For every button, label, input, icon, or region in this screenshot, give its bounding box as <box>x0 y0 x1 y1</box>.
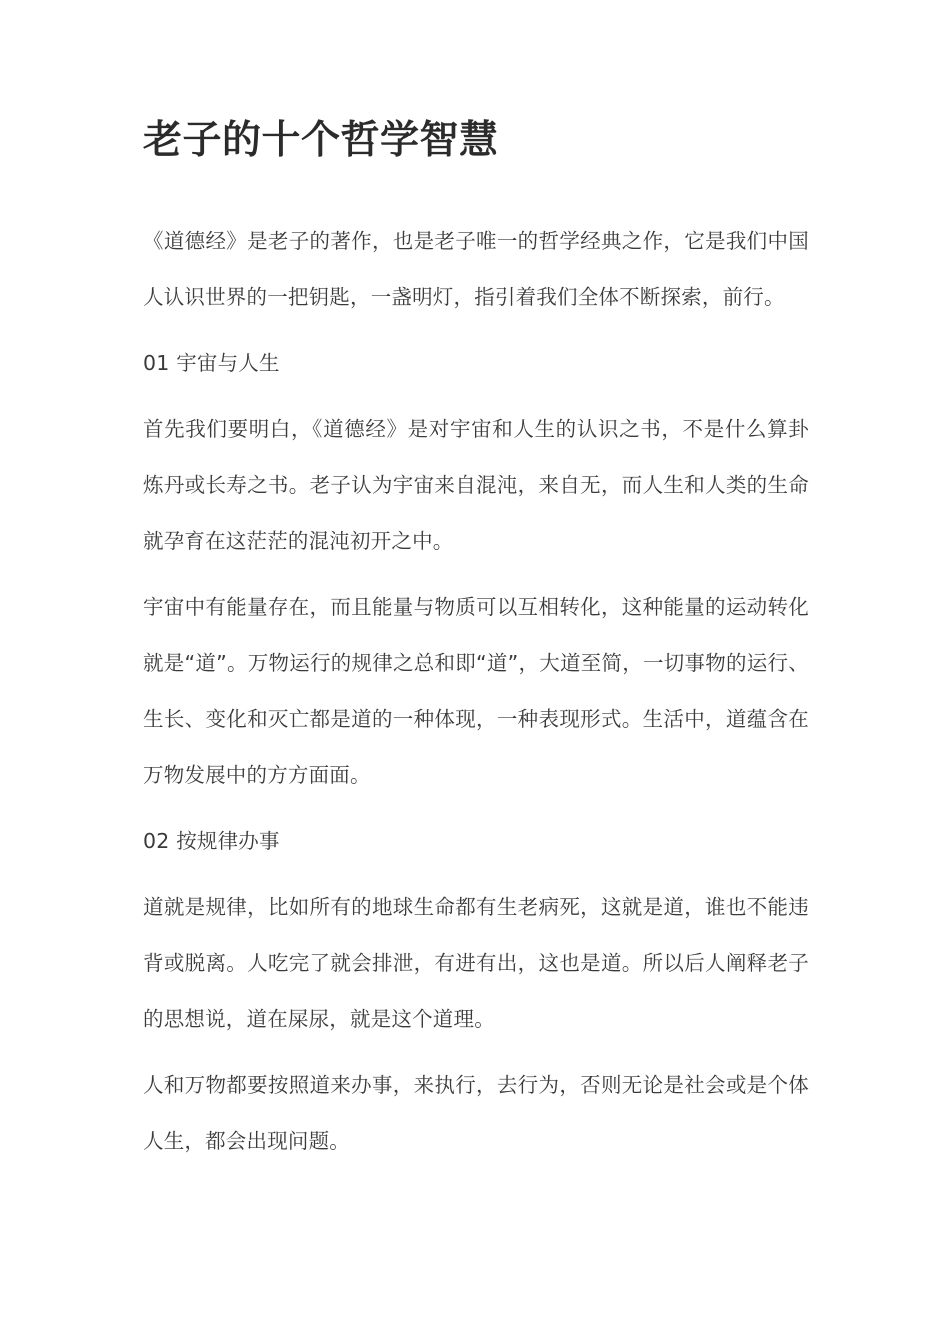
section-01-paragraph-1: 首先我们要明白，《道德经》是对宇宙和人生的认识之书，不是什么算卦炼丹或长寿之书。老子认为宇宙来自混沌，来自无，而人生和人类的生命就孕育在这茫茫的混沌初开之中。 <box>143 416 809 553</box>
section-02-paragraph-1: 道就是规律，比如所有的地球生命都有生老病死，这就是道，谁也不能违背或脱离。人吃完了就会排泄，有进有出，这也是道。所以后人阐释老子的思想说，道在屎尿，就是这个道理。 <box>143 894 809 1031</box>
page-title: 老子的十个哲学智慧 <box>143 118 499 163</box>
section-01-paragraph-2: 宇宙中有能量存在，而且能量与物质可以互相转化，这种能量的运动转化就是“道”。万物运行的规律之总和即“道”，大道至简，一切事物的运行、生长、变化和灭亡都是道的一种体现，一种表现形式。生活中，道蕴含在万物发展中的方方面面。 <box>143 594 809 787</box>
section-02-paragraph-2: 人和万物都要按照道来办事，来执行，去行为，否则无论是社会或是个体人生，都会出现问题。 <box>143 1072 809 1153</box>
document-content-column <box>143 0 809 1169</box>
section-heading-01: 01 宇宙与人生 <box>143 350 280 375</box>
section-heading-02: 02 按规律办事 <box>143 828 280 853</box>
intro-paragraph: 《道德经》是老子的著作，也是老子唯一的哲学经典之作，它是我们中国人认识世界的一把钥匙，一盏明灯，指引着我们全体不断探索，前行。 <box>143 228 809 309</box>
